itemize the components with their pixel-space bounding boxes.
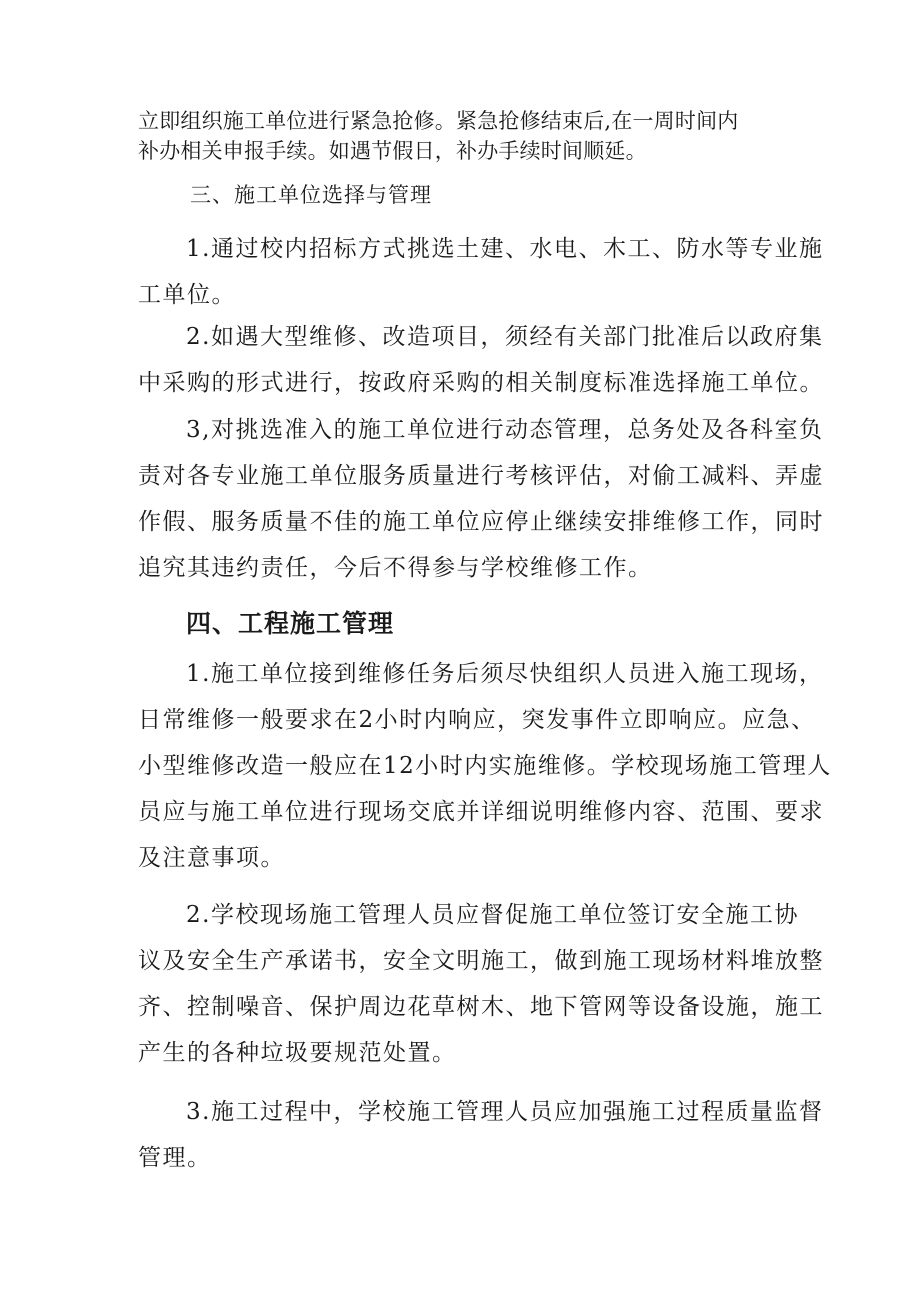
text-line: 2.学校现场施工管理人员应督促施工单位签订安全施工协 (186, 902, 799, 928)
text-line: 产生的各种垃圾要规范处置。 (138, 1040, 457, 1066)
text-line: 立即组织施工单位进行紧急抢修。紧急抢修结束后,在一周时间内 (138, 109, 739, 133)
text-line: 议及安全生产承诺书，安全文明施工，做到施工现场材料堆放整 (138, 948, 824, 974)
text-line: 责对各专业施工单位服务质量进行考核评估，对偷工减料、弄虚 (138, 463, 824, 489)
section-4-heading: 四、工程施工管理 (186, 609, 395, 638)
text-line: 小型维修改造一般应在12小时内实施维修。学校现场施工管理人 (138, 753, 832, 779)
text-line: 作假、服务质量不佳的施工单位应停止继续安排维修工作，同时 (138, 509, 824, 535)
paragraph-4-2 (138, 892, 824, 1076)
text-line: 2.如遇大型维修、改造项目，须经有关部门批准后以政府集 (186, 324, 824, 350)
text-line: 3.施工过程中，学校施工管理人员应加强施工过程质量监督 (186, 1099, 824, 1125)
text-line: 1.施工单位接到维修任务后须尽快组织人员进入施工现场， (186, 661, 824, 687)
text-line: 追究其违约责任，今后不得参与学校维修工作。 (138, 555, 653, 581)
paragraph-3-2 (138, 314, 824, 406)
paragraph-3-1 (138, 226, 824, 318)
text-line: 齐、控制噪音、保护周边花草树木、地下管网等设备设施，施工 (138, 994, 824, 1020)
text-line: 1.通过校内招标方式挑选土建、水电、木工、防水等专业施 (186, 236, 824, 262)
paragraph-4-1 (138, 651, 832, 881)
text-line: 管理。 (138, 1145, 212, 1171)
text-line: 补办相关申报手续。如遇节假日，补办手续时间顺延。 (138, 139, 647, 163)
intro-paragraph (138, 106, 798, 166)
text-line: 日常维修一般要求在2小时内响应，突发事件立即响应。应急、 (138, 707, 816, 733)
paragraph-3-3 (138, 407, 824, 591)
section-3-heading: 三、施工单位选择与管理 (190, 183, 432, 207)
text-line: 3,对挑选准入的施工单位进行动态管理，总务处及各科室负 (186, 417, 824, 443)
text-line: 员应与施工单位进行现场交底并详细说明维修内容、范围、要求 (138, 799, 824, 825)
text-line: 及注意事项。 (138, 845, 285, 871)
text-line: 中采购的形式进行，按政府采购的相关制度标准选择施工单位。 (138, 370, 824, 396)
text-line: 工单位。 (138, 282, 236, 308)
paragraph-4-3 (138, 1089, 824, 1181)
